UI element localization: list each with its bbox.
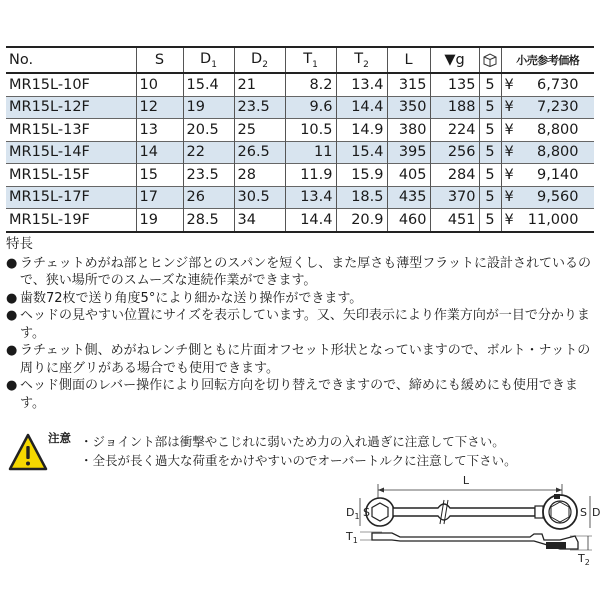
cell-t2: 15.9: [336, 164, 387, 187]
cell-t2: 13.4: [336, 73, 387, 96]
cell-t1: 8.2: [285, 73, 336, 96]
features-section: [6, 236, 596, 412]
cell-s: 19: [136, 209, 183, 232]
feature-item: [6, 307, 596, 342]
cell-qty: 5: [479, 141, 501, 164]
bullet-icon: ●: [6, 290, 18, 306]
yen-symbol: ¥: [504, 189, 514, 206]
cell-t2: 14.4: [336, 96, 387, 119]
cell-d1: 28.5: [183, 209, 234, 232]
cell-qty: 5: [479, 96, 501, 119]
yen-symbol: ¥: [504, 121, 514, 138]
cell-price: [501, 164, 594, 187]
caution-note: ・ジョイント部は衝撃やこじれに弱いため力の入れ過ぎに注意して下さい。: [80, 434, 505, 449]
cell-s: 12: [136, 96, 183, 119]
cell-d2: 23.5: [234, 96, 285, 119]
table-row: [6, 73, 594, 96]
cell-l: 395: [387, 141, 430, 164]
bullet-icon: ●: [6, 308, 18, 323]
cell-price: [501, 209, 594, 232]
cell-d1: 22: [183, 141, 234, 164]
price-amount: 8,800: [536, 144, 579, 161]
feature-text: 歯数72枚で送り角度5°により細かな送り操作ができます。: [20, 290, 363, 306]
cell-weight: 256: [430, 141, 479, 164]
wrench-top-view: [366, 494, 577, 529]
cell-l: 380: [387, 119, 430, 142]
cell-l: 315: [387, 73, 430, 96]
table-row: [6, 141, 594, 164]
label-t1: $T_1$: [346, 530, 358, 545]
price-amount: 9,560: [536, 189, 579, 206]
bullet-icon: ●: [6, 378, 18, 393]
cell-d1: 23.5: [183, 164, 234, 187]
cell-d2: 30.5: [234, 186, 285, 209]
header-qty: [479, 47, 501, 73]
cell-s: 15: [136, 164, 183, 187]
header-t1: $T_1$: [285, 47, 336, 73]
cell-d2: 26.5: [234, 141, 285, 164]
cell-t1: 10.5: [285, 119, 336, 142]
yen-symbol: ¥: [504, 211, 514, 228]
cell-d2: 28: [234, 164, 285, 187]
cell-l: 405: [387, 164, 430, 187]
caution-label: 注意: [48, 431, 71, 445]
cell-qty: 5: [479, 209, 501, 232]
feature-list: [6, 255, 596, 413]
header-no: No.: [6, 47, 136, 73]
table-row: [6, 119, 594, 142]
cell-weight: 135: [430, 73, 479, 96]
caution-note: ・全長が長く過大な荷重をかけやすいのでオーバートルクに注意して下さい。: [80, 453, 517, 468]
cell-weight: 284: [430, 164, 479, 187]
cell-qty: 5: [479, 119, 501, 142]
wrench-side-view: [360, 532, 592, 550]
label-s-left: S: [363, 506, 370, 519]
yen-symbol: ¥: [504, 166, 514, 183]
cell-l: 460: [387, 209, 430, 232]
caution-notes: [80, 432, 517, 470]
cell-l: 350: [387, 96, 430, 119]
cell-no: MR15L-10F: [6, 73, 136, 96]
table-row: [6, 96, 594, 119]
header-s: S: [136, 47, 183, 73]
label-t2: $T_2$: [578, 552, 590, 567]
cell-s: 13: [136, 119, 183, 142]
cell-no: MR15L-17F: [6, 186, 136, 209]
cell-qty: 5: [479, 73, 501, 96]
cell-d2: 25: [234, 119, 285, 142]
cell-d1: 20.5: [183, 119, 234, 142]
cell-t1: 9.6: [285, 96, 336, 119]
box-icon: [483, 53, 497, 67]
cell-no: MR15L-15F: [6, 164, 136, 187]
header-d2: $D_2$: [234, 47, 285, 73]
cell-d2: 34: [234, 209, 285, 232]
table-row: [6, 186, 594, 209]
cell-t2: 18.5: [336, 186, 387, 209]
feature-item: [6, 342, 596, 377]
dimension-diagram: [330, 470, 600, 582]
cell-qty: 5: [479, 164, 501, 187]
cell-price: [501, 141, 594, 164]
label-d1: $D_1$: [346, 506, 360, 521]
cell-d1: 19: [183, 96, 234, 119]
bullet-icon: ●: [6, 343, 18, 358]
feature-text: ラチェット側、めがねレンチ側ともに片面オフセット形状となっていますので、ボルト・ナットの周りに座グリがある場合でも使用できます。: [20, 343, 591, 376]
cell-s: 14: [136, 141, 183, 164]
feature-text: ヘッド側面のレバー操作により回転方向を切り替えできますので、締めにも緩めにも使用できます。: [20, 378, 578, 411]
header-l: L: [387, 47, 430, 73]
price-amount: 11,000: [527, 211, 579, 228]
yen-symbol: ¥: [504, 144, 514, 161]
cell-t1: 11.9: [285, 164, 336, 187]
cell-t2: 20.9: [336, 209, 387, 232]
cell-price: [501, 73, 594, 96]
table-header-row: [6, 47, 594, 73]
cell-t1: 11: [285, 141, 336, 164]
label-l: L: [462, 474, 470, 487]
cell-qty: 5: [479, 186, 501, 209]
cell-weight: 188: [430, 96, 479, 119]
cell-t1: 13.4: [285, 186, 336, 209]
cell-price: [501, 119, 594, 142]
price-amount: 9,140: [536, 166, 579, 183]
bullet-icon: ●: [6, 255, 18, 271]
yen-symbol: ¥: [504, 99, 514, 116]
cell-price: [501, 96, 594, 119]
header-price: 小売参考価格: [516, 54, 580, 67]
feature-item: [6, 290, 596, 308]
cell-weight: 451: [430, 209, 479, 232]
price-amount: 6,730: [536, 76, 579, 93]
cell-no: MR15L-19F: [6, 209, 136, 232]
length-dimension: [378, 474, 562, 500]
table-row: [6, 164, 594, 187]
wrench-drawing: [330, 470, 600, 582]
header-d1: $D_1$: [183, 47, 234, 73]
label-d2: D: [592, 506, 600, 519]
spec-table: [6, 46, 594, 233]
cell-l: 435: [387, 186, 430, 209]
feature-text: ヘッドの見やすい位置にサイズを表示しています。又、矢印表示により作業方向が一目で分かります。: [20, 308, 590, 341]
feature-item: [6, 377, 596, 412]
yen-symbol: ¥: [504, 76, 514, 93]
cell-d1: 15.4: [183, 73, 234, 96]
cell-weight: 224: [430, 119, 479, 142]
cell-no: MR15L-13F: [6, 119, 136, 142]
features-title: 特長: [6, 236, 33, 252]
cell-price: [501, 186, 594, 209]
price-amount: 7,230: [536, 99, 579, 116]
cell-t2: 15.4: [336, 141, 387, 164]
header-t2: $T_2$: [336, 47, 387, 73]
table-body: [6, 73, 594, 232]
cell-no: MR15L-14F: [6, 141, 136, 164]
cell-d1: 26: [183, 186, 234, 209]
feature-text: ラチェットめがね部とヒンジ部とのスパンを短くし、また厚さも薄型フラットに設計されているので、狭い場所でのスムーズな連続作業ができます。: [20, 255, 592, 288]
label-s-right: S: [580, 506, 587, 519]
cell-d2: 21: [234, 73, 285, 96]
feature-item: [6, 255, 596, 290]
table-row: [6, 209, 594, 232]
price-amount: 8,800: [536, 121, 579, 138]
cell-s: 17: [136, 186, 183, 209]
header-weight: ▼g: [430, 47, 479, 73]
cell-weight: 370: [430, 186, 479, 209]
cell-t1: 14.4: [285, 209, 336, 232]
cell-s: 10: [136, 73, 183, 96]
cell-t2: 14.9: [336, 119, 387, 142]
cell-no: MR15L-12F: [6, 96, 136, 119]
